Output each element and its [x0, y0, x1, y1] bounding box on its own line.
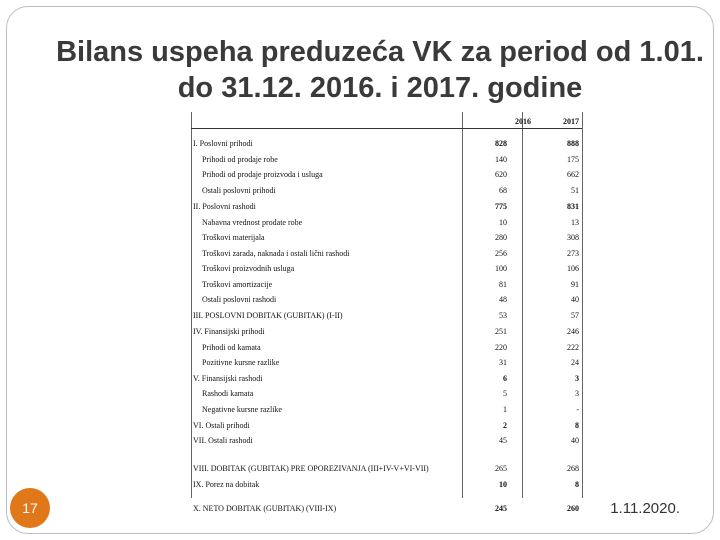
row-label: VII. Ostali rashodi — [193, 436, 253, 445]
value-2016: 265 — [495, 464, 507, 473]
value-2016: 100 — [495, 264, 507, 273]
value-2016: 245 — [495, 504, 507, 513]
table-row — [191, 343, 582, 355]
value-2016: 256 — [495, 249, 507, 258]
table-row — [191, 327, 582, 339]
table-row — [191, 186, 582, 198]
row-label: Ostali poslovni prihodi — [202, 186, 276, 195]
slide-title — [0, 34, 720, 106]
value-2017: 3 — [575, 374, 579, 383]
table-row — [191, 249, 582, 261]
value-2017: 57 — [571, 311, 579, 320]
table-row — [191, 139, 582, 151]
value-2016: 251 — [495, 327, 507, 336]
value-2017: 222 — [567, 343, 579, 352]
value-2016: 10 — [499, 218, 507, 227]
table-row — [191, 202, 582, 214]
value-2016: 10 — [499, 480, 507, 489]
income-statement-table — [191, 112, 582, 513]
table-row — [191, 358, 582, 370]
column-header-2017: 2017 — [563, 117, 579, 126]
slide-date: 1.11.2020. — [610, 500, 680, 517]
table-row — [191, 374, 582, 386]
table-row — [191, 155, 582, 167]
row-label: Prihodi od kamata — [202, 343, 261, 352]
value-2017: 40 — [571, 436, 579, 445]
table-header-row — [191, 112, 582, 129]
value-2016: 31 — [499, 358, 507, 367]
value-2016: 280 — [495, 233, 507, 242]
row-label: Pozitivne kursne razlike — [202, 358, 280, 367]
value-2016: 68 — [499, 186, 507, 195]
value-2016: 220 — [495, 343, 507, 352]
row-label: X. NETO DOBITAK (GUBITAK) (VIII-IX) — [193, 504, 337, 513]
value-2017: 268 — [567, 464, 579, 473]
row-label: Troškovi amortizacije — [202, 280, 273, 289]
value-2016: 6 — [503, 374, 507, 383]
value-2016: 5 — [503, 389, 507, 398]
row-label: I. Poslovni prihodi — [193, 139, 253, 148]
table-row — [191, 218, 582, 230]
value-2017: 91 — [571, 280, 579, 289]
table-row — [191, 464, 582, 476]
row-label: Rashodi kamata — [202, 389, 254, 398]
value-2017: 246 — [567, 327, 579, 336]
row-label: Troškovi proizvodnih usluga — [202, 264, 295, 273]
row-label: IV. Finansijski prihodi — [193, 327, 265, 336]
table-row — [191, 421, 582, 433]
row-label: Nabavna vrednost prodate robe — [202, 218, 303, 227]
slide-number-badge: 17 — [10, 488, 50, 528]
value-2016: 1 — [503, 405, 507, 414]
value-2017: 8 — [575, 480, 579, 489]
row-label: V. Finansijski rashodi — [193, 374, 263, 383]
table-row — [191, 389, 582, 401]
value-2016: 2 — [503, 421, 507, 430]
table-row — [191, 436, 582, 448]
table-row — [191, 280, 582, 292]
row-label: III. POSLOVNI DOBITAK (GUBITAK) (I-II) — [193, 311, 343, 320]
value-2017: 175 — [567, 155, 579, 164]
row-label: VIII. DOBITAK (GUBITAK) PRE OPOREZIVANJA (III+IV-V+VI-VII) — [193, 464, 429, 473]
value-2016: 81 — [499, 280, 507, 289]
title-line-2: do 31.12. 2016. i 2017. godine — [177, 72, 583, 104]
table-row — [191, 233, 582, 245]
title-line-1: Bilans uspeha preduzeća VK za period od 1.01. — [56, 36, 704, 68]
value-2016: 140 — [495, 155, 507, 164]
table-row — [191, 480, 582, 492]
table-row — [191, 405, 582, 417]
row-label: II. Poslovni rashodi — [193, 202, 256, 211]
value-2017: 273 — [567, 249, 579, 258]
row-label: IX. Porez na dobitak — [193, 480, 260, 489]
value-2017: - — [576, 405, 579, 414]
row-label: Prihodi od prodaje proizvoda i usluga — [202, 170, 323, 179]
row-label: Troškovi materijala — [202, 233, 265, 242]
table-row — [191, 170, 582, 182]
value-2017: 13 — [571, 218, 579, 227]
value-2017: 40 — [571, 295, 579, 304]
value-2017: 888 — [567, 139, 579, 148]
value-2016: 775 — [495, 202, 507, 211]
value-2016: 45 — [499, 436, 507, 445]
value-2017: 8 — [575, 421, 579, 430]
value-2016: 53 — [499, 311, 507, 320]
value-2017: 106 — [567, 264, 579, 273]
row-label: Troškovi zarada, naknada i ostali lični rashodi — [202, 249, 350, 258]
value-2017: 3 — [575, 389, 579, 398]
row-label: Prihodi od prodaje robe — [202, 155, 278, 164]
table-row — [191, 504, 582, 516]
column-header-2016: 2016 — [515, 117, 531, 126]
table-divider-right — [582, 112, 583, 498]
value-2016: 828 — [495, 139, 507, 148]
table-row — [191, 264, 582, 276]
value-2017: 308 — [567, 233, 579, 242]
table-row — [191, 295, 582, 307]
value-2017: 51 — [571, 186, 579, 195]
value-2017: 662 — [567, 170, 579, 179]
table-row — [191, 311, 582, 323]
value-2016: 620 — [495, 170, 507, 179]
row-label: Negativne kursne razlike — [202, 405, 282, 414]
row-label: Ostali poslovni rashodi — [202, 295, 277, 304]
value-2016: 48 — [499, 295, 507, 304]
value-2017: 24 — [571, 358, 579, 367]
value-2017: 831 — [567, 202, 579, 211]
value-2017: 260 — [567, 504, 579, 513]
row-label: VI. Ostali prihodi — [193, 421, 250, 430]
